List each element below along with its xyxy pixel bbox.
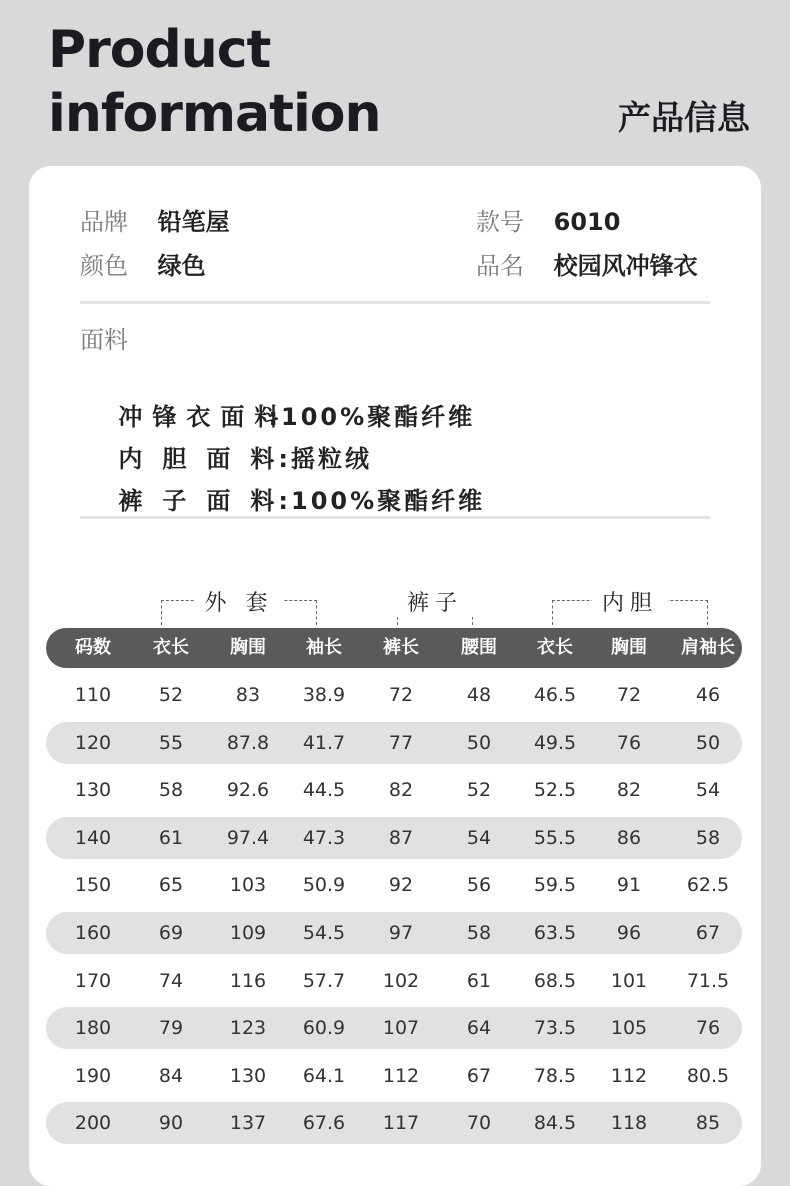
table-cell: 130 <box>74 779 112 802</box>
fabric-title: 面料 <box>80 326 128 354</box>
table-cell: 137 <box>229 1112 267 1135</box>
table-cell: 50 <box>695 731 721 754</box>
table-row <box>46 674 742 716</box>
table-cell: 92.6 <box>226 779 270 802</box>
table-cell: 84 <box>158 1064 184 1087</box>
table-cell: 76 <box>695 1017 721 1040</box>
table-row <box>46 1007 742 1049</box>
table-cell: 59.5 <box>533 874 577 897</box>
table-cell: 112 <box>610 1064 648 1087</box>
table-cell: 47.3 <box>302 826 346 849</box>
table-cell: 91 <box>616 874 642 897</box>
fabric-name: 裤子面料 <box>118 487 295 515</box>
table-cell: 97.4 <box>226 826 270 849</box>
table-cell: 67 <box>466 1064 492 1087</box>
table-cell: 97 <box>388 922 414 944</box>
table-cell: 50 <box>466 731 492 754</box>
table-cell: 107 <box>382 1017 420 1040</box>
table-cell: 64 <box>466 1017 492 1040</box>
table-cell: 58 <box>466 922 492 944</box>
color-value: 绿色 <box>157 252 206 280</box>
table-cell: 101 <box>610 969 648 992</box>
table-cell: 83 <box>235 684 261 706</box>
table-cell: 55 <box>158 731 184 754</box>
table-row <box>46 769 742 811</box>
table-cell: 46 <box>695 684 721 706</box>
group-label: 内胆 <box>592 586 668 617</box>
table-cell: 190 <box>74 1064 112 1087</box>
table-cell: 85 <box>695 1112 721 1135</box>
table-cell: 71.5 <box>686 969 730 992</box>
column-header: 肩袖长 <box>681 637 735 658</box>
table-cell: 160 <box>74 922 112 944</box>
fabric-line-pants <box>85 453 485 544</box>
table-row <box>46 1055 742 1097</box>
table-cell: 58 <box>695 826 721 849</box>
table-cell: 52.5 <box>533 779 577 802</box>
table-cell: 120 <box>74 731 112 754</box>
table-cell: 54 <box>466 826 492 849</box>
table-cell: 52 <box>466 779 492 802</box>
table-cell: 109 <box>229 922 267 944</box>
table-row <box>46 912 742 954</box>
table-cell: 103 <box>229 874 267 897</box>
table-cell: 52 <box>158 684 184 706</box>
table-cell: 64.1 <box>302 1064 346 1087</box>
product-info-card <box>29 166 761 1186</box>
table-cell: 61 <box>158 826 184 849</box>
color-row <box>80 246 206 281</box>
title-line-2: information <box>48 84 381 144</box>
group-label: 裤子 <box>397 586 473 617</box>
table-cell: 73.5 <box>533 1017 577 1040</box>
table-cell: 80.5 <box>686 1064 730 1087</box>
column-header: 腰围 <box>461 637 497 658</box>
table-cell: 72 <box>388 684 414 706</box>
table-cell: 118 <box>610 1112 648 1135</box>
table-cell: 61 <box>466 969 492 992</box>
size-table-header <box>46 628 742 668</box>
page-title-cn: 产品信息 <box>618 98 750 137</box>
table-cell: 140 <box>74 826 112 849</box>
table-cell: 56 <box>466 874 492 897</box>
table-cell: 46.5 <box>533 684 577 706</box>
table-cell: 78.5 <box>533 1064 577 1087</box>
table-cell: 84.5 <box>533 1112 577 1135</box>
table-cell: 123 <box>229 1017 267 1040</box>
table-cell: 74 <box>158 969 184 992</box>
table-cell: 117 <box>382 1112 420 1135</box>
table-row <box>46 1102 742 1144</box>
table-cell: 54 <box>695 779 721 802</box>
table-cell: 150 <box>74 874 112 897</box>
divider-top <box>80 301 710 304</box>
table-row <box>46 722 742 764</box>
column-header: 袖长 <box>306 637 342 658</box>
table-cell: 60.9 <box>302 1017 346 1040</box>
column-header: 胸围 <box>611 637 647 658</box>
divider-bottom <box>80 516 710 519</box>
table-cell: 170 <box>74 969 112 992</box>
table-cell: 105 <box>610 1017 648 1040</box>
table-cell: 112 <box>382 1064 420 1087</box>
table-cell: 41.7 <box>302 731 346 754</box>
table-cell: 55.5 <box>533 826 577 849</box>
column-header: 胸围 <box>230 637 266 658</box>
table-cell: 44.5 <box>302 779 346 802</box>
table-cell: 180 <box>74 1017 112 1040</box>
page-title <box>48 18 381 146</box>
color-label: 颜色 <box>80 252 128 280</box>
table-cell: 70 <box>466 1112 492 1135</box>
table-cell: 68.5 <box>533 969 577 992</box>
table-cell: 130 <box>229 1064 267 1087</box>
table-cell: 63.5 <box>533 922 577 944</box>
table-cell: 48 <box>466 684 492 706</box>
group-label: 外 套 <box>195 586 284 617</box>
table-cell: 90 <box>158 1112 184 1135</box>
brand-row <box>80 202 230 237</box>
table-cell: 79 <box>158 1017 184 1040</box>
table-cell: 82 <box>616 779 642 802</box>
product-name-value: 校园风冲锋衣 <box>553 252 698 280</box>
table-cell: 50.9 <box>302 874 346 897</box>
table-cell: 102 <box>382 969 420 992</box>
brand-label: 品牌 <box>80 208 128 236</box>
table-cell: 67.6 <box>302 1112 346 1135</box>
table-cell: 96 <box>616 922 642 944</box>
fabric-name: 内胆面料 <box>118 445 295 473</box>
table-cell: 200 <box>74 1112 112 1135</box>
model-label: 款号 <box>476 208 524 236</box>
table-cell: 72 <box>616 684 642 706</box>
fabric-name: 冲锋衣面料 <box>118 403 289 431</box>
table-cell: 69 <box>158 922 184 944</box>
table-cell: 62.5 <box>686 874 730 897</box>
table-row <box>46 864 742 906</box>
table-cell: 49.5 <box>533 731 577 754</box>
table-cell: 87 <box>388 826 414 849</box>
model-value: 6010 <box>553 208 621 236</box>
table-cell: 82 <box>388 779 414 802</box>
column-header: 码数 <box>75 637 111 658</box>
brand-value: 铅笔屋 <box>157 208 230 236</box>
product-name-row <box>476 246 698 281</box>
column-header: 裤长 <box>383 637 419 658</box>
table-cell: 54.5 <box>302 922 346 944</box>
column-header: 衣长 <box>537 637 573 658</box>
table-cell: 110 <box>74 684 112 706</box>
group-pants <box>397 586 473 626</box>
fabric-value: :100%聚酯纤维 <box>268 403 476 431</box>
table-cell: 57.7 <box>302 969 346 992</box>
table-cell: 65 <box>158 874 184 897</box>
table-cell: 92 <box>388 874 414 897</box>
table-row <box>46 960 742 1002</box>
group-jacket <box>161 586 317 626</box>
table-cell: 86 <box>616 826 642 849</box>
table-cell: 76 <box>616 731 642 754</box>
product-name-label: 品名 <box>476 252 524 280</box>
title-line-1: Product <box>48 20 271 80</box>
fabric-value: :摇粒绒 <box>278 445 373 473</box>
table-cell: 58 <box>158 779 184 802</box>
table-cell: 87.8 <box>226 731 270 754</box>
table-cell: 77 <box>388 731 414 754</box>
table-cell: 38.9 <box>302 684 346 706</box>
table-cell: 116 <box>229 969 267 992</box>
fabric-value: :100%聚酯纤维 <box>278 487 486 515</box>
column-header: 衣长 <box>153 637 189 658</box>
model-row <box>476 202 620 237</box>
table-row <box>46 817 742 859</box>
group-lining <box>552 586 708 626</box>
table-cell: 67 <box>695 922 721 944</box>
